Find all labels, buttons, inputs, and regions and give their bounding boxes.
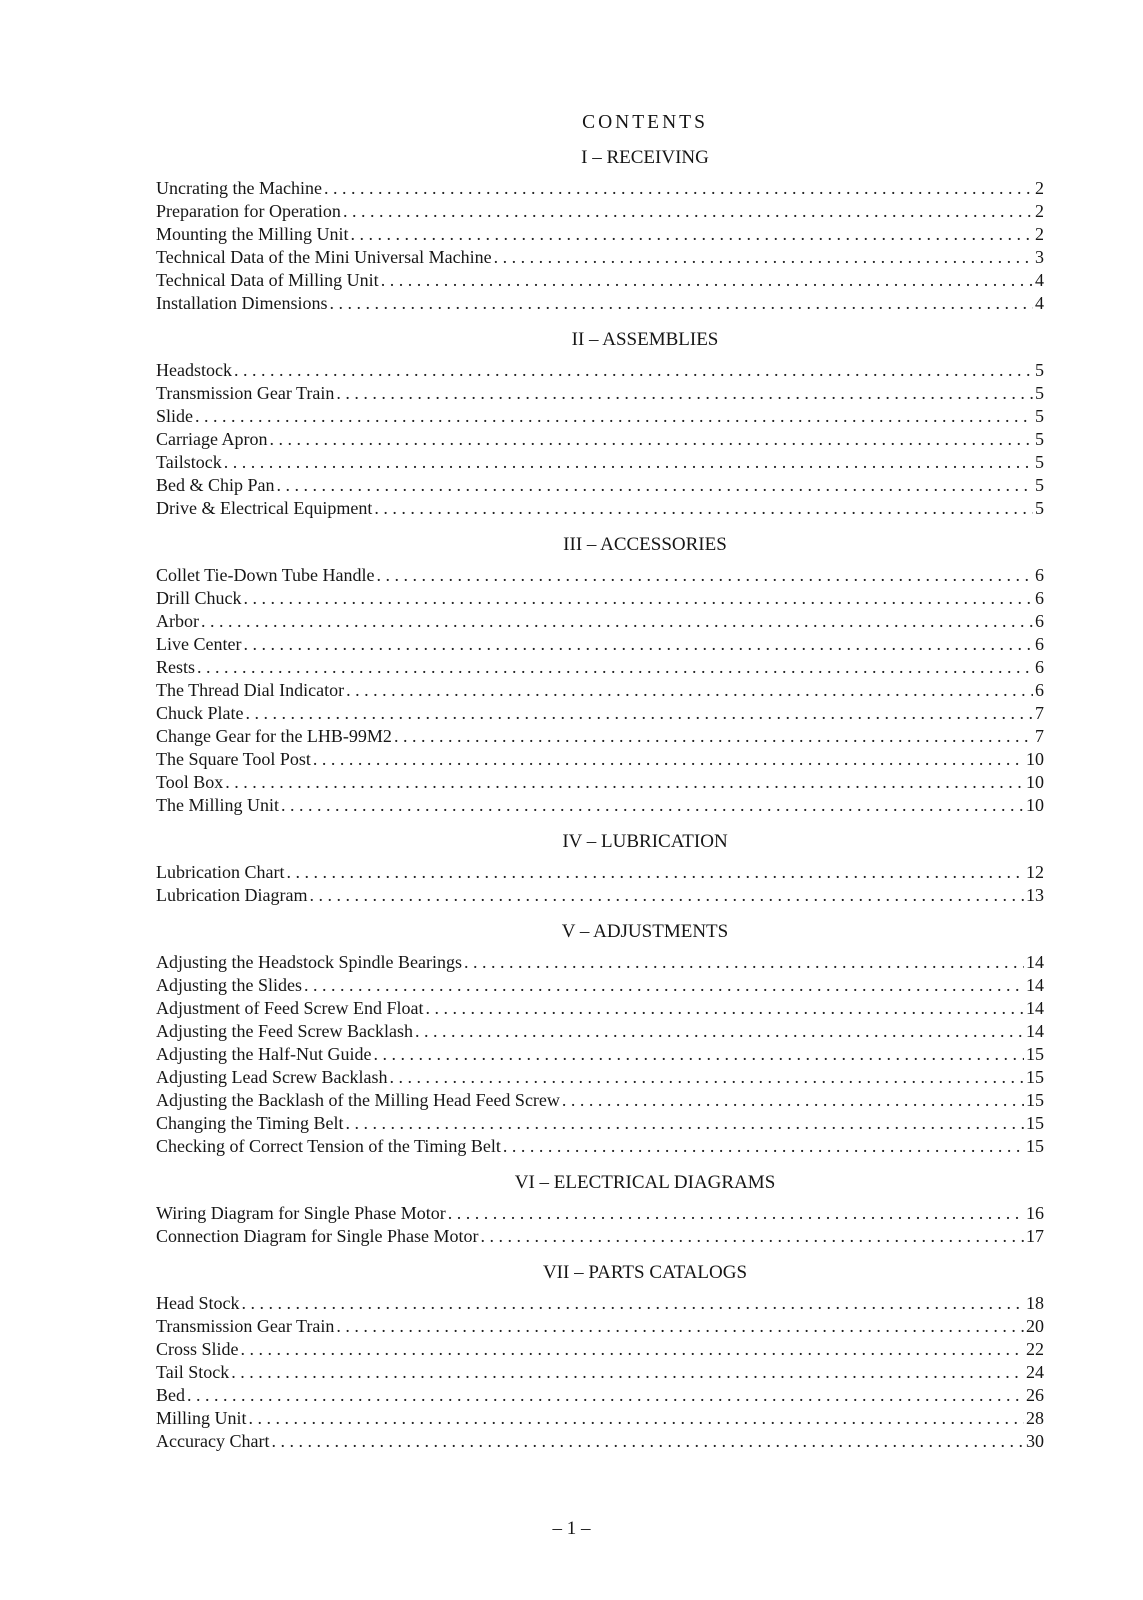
toc-entry-title: Transmission Gear Train (156, 383, 335, 403)
toc-entry (156, 1043, 1044, 1066)
toc-entry-title: Headstock (156, 360, 232, 380)
dot-leader (269, 428, 1033, 451)
toc-entry (156, 1066, 1044, 1089)
toc-entry (156, 951, 1044, 974)
section-heading: VII – PARTS CATALOGS (542, 1262, 748, 1283)
toc-entry-page: 6 (1035, 588, 1044, 608)
toc-entry-title: Adjusting Lead Screw Backlash (156, 1067, 388, 1087)
toc-entry-title: Cross Slide (156, 1339, 239, 1359)
toc-entry-page: 2 (1035, 224, 1044, 244)
toc-entry-title: Tailstock (156, 452, 222, 472)
toc-entry (156, 679, 1044, 702)
toc-entry-page: 14 (1026, 998, 1044, 1018)
toc-entry (156, 497, 1044, 520)
toc-entry (156, 564, 1044, 587)
toc-entry (156, 861, 1044, 884)
toc-entry-page: 5 (1035, 360, 1044, 380)
toc-entry-title: Tail Stock (156, 1362, 230, 1382)
toc-entry-page: 15 (1026, 1113, 1044, 1133)
toc-entry-page: 13 (1026, 885, 1044, 905)
toc-entry-title: Checking of Correct Tension of the Timing Belt (156, 1136, 501, 1156)
dot-leader (324, 177, 1033, 200)
dot-leader (224, 451, 1033, 474)
dot-leader (374, 497, 1033, 520)
toc-entry-page: 7 (1035, 703, 1044, 723)
toc-entry-page: 15 (1026, 1136, 1044, 1156)
toc-entry-page: 2 (1035, 201, 1044, 221)
toc-entry-title: The Milling Unit (156, 795, 279, 815)
toc-entry-title: Slide (156, 406, 194, 426)
toc-entry-title: Technical Data of Milling Unit (156, 270, 379, 290)
toc-entry-title: Rests (156, 657, 196, 677)
toc-entry-title: Drill Chuck (156, 588, 242, 608)
table-of-contents (156, 106, 1044, 1459)
toc-entry (156, 1135, 1044, 1158)
section-heading: II – ASSEMBLIES (571, 329, 719, 350)
toc-entry-title: Changing the Timing Belt (156, 1113, 344, 1133)
dot-leader (225, 771, 1024, 794)
toc-entry (156, 1020, 1044, 1043)
toc-entry (156, 884, 1044, 907)
toc-entry (156, 382, 1044, 405)
toc-entry-title: Accuracy Chart (156, 1431, 270, 1451)
toc-entry-title: Head Stock (156, 1293, 240, 1313)
toc-entry (156, 474, 1044, 497)
toc-entry-title: Bed (156, 1385, 185, 1405)
toc-section (156, 823, 1044, 907)
toc-entry-page: 6 (1035, 611, 1044, 631)
toc-entry-title: Live Center (156, 634, 242, 654)
toc-entry (156, 1202, 1044, 1225)
toc-entry-page: 30 (1026, 1431, 1044, 1451)
dot-leader (241, 1292, 1024, 1315)
toc-entry-title: The Thread Dial Indicator (156, 680, 345, 700)
toc-entry-title: Adjusting the Half-Nut Guide (156, 1044, 372, 1064)
dot-leader (309, 884, 1024, 907)
dot-leader (313, 748, 1024, 771)
toc-entry-title: Adjustment of Feed Screw End Float (156, 998, 424, 1018)
toc-entry-page: 4 (1035, 270, 1044, 290)
toc-entry-page: 5 (1035, 406, 1044, 426)
toc-entry (156, 1361, 1044, 1384)
toc-entry-title: Uncrating the Machine (156, 178, 322, 198)
dot-leader (244, 587, 1034, 610)
toc-section (156, 526, 1044, 817)
toc-entry-page: 15 (1026, 1090, 1044, 1110)
dot-leader (243, 633, 1033, 656)
toc-entry-title: Change Gear for the LHB-99M2 (156, 726, 392, 746)
toc-entry-title: Installation Dimensions (156, 293, 328, 313)
section-heading: I – RECEIVING (581, 147, 709, 168)
toc-entry-title: Collet Tie-Down Tube Handle (156, 565, 375, 585)
toc-entry (156, 997, 1044, 1020)
toc-entry (156, 1225, 1044, 1248)
toc-entry-page: 20 (1026, 1316, 1044, 1336)
toc-entry-list (156, 1292, 1044, 1453)
toc-entry (156, 359, 1044, 382)
dot-leader (197, 656, 1033, 679)
toc-entry-page: 6 (1035, 565, 1044, 585)
toc-entry-title: Drive & Electrical Equipment (156, 498, 373, 518)
toc-section (156, 1164, 1044, 1248)
toc-entry (156, 656, 1044, 679)
toc-entry-page: 5 (1035, 383, 1044, 403)
dot-leader (377, 564, 1033, 587)
toc-entry (156, 771, 1044, 794)
toc-entry-page: 6 (1035, 634, 1044, 654)
dot-leader (343, 200, 1033, 223)
toc-entry-page: 26 (1026, 1385, 1044, 1405)
toc-entry-title: Arbor (156, 611, 199, 631)
toc-entry-list (156, 861, 1044, 907)
dot-leader (394, 725, 1033, 748)
toc-entry-page: 6 (1035, 657, 1044, 677)
toc-entry-page: 10 (1026, 749, 1044, 769)
toc-entry-page: 17 (1026, 1226, 1044, 1246)
toc-entry-title: Milling Unit (156, 1408, 247, 1428)
toc-entry-page: 16 (1026, 1203, 1044, 1223)
toc-entry (156, 633, 1044, 656)
dot-leader (246, 702, 1034, 725)
toc-entry-title: Technical Data of the Mini Universal Machine (156, 247, 492, 267)
toc-entry (156, 405, 1044, 428)
toc-entry-list (156, 564, 1044, 817)
toc-entry (156, 587, 1044, 610)
toc-entry (156, 974, 1044, 997)
dot-leader (271, 1430, 1024, 1453)
dot-leader (231, 1361, 1024, 1384)
toc-entry-page: 5 (1035, 498, 1044, 518)
dot-leader (562, 1089, 1024, 1112)
toc-entry (156, 292, 1044, 315)
toc-entry-page: 12 (1026, 862, 1044, 882)
page-title: CONTENTS (582, 112, 708, 133)
toc-entry-page: 15 (1026, 1044, 1044, 1064)
dot-leader (503, 1135, 1024, 1158)
toc-entry (156, 451, 1044, 474)
toc-entry (156, 1338, 1044, 1361)
toc-entry-title: Wiring Diagram for Single Phase Motor (156, 1203, 446, 1223)
toc-entry-title: Adjusting the Backlash of the Milling Head Feed Screw (156, 1090, 560, 1110)
toc-entry-list (156, 177, 1044, 315)
dot-leader (241, 1338, 1024, 1361)
toc-entry-page: 10 (1026, 795, 1044, 815)
toc-entry-title: Connection Diagram for Single Phase Motor (156, 1226, 479, 1246)
toc-entry-title: Tool Box (156, 772, 224, 792)
toc-entry (156, 1430, 1044, 1453)
dot-leader (281, 794, 1024, 817)
toc-entry-page: 3 (1035, 247, 1044, 267)
dot-leader (464, 951, 1024, 974)
toc-entry (156, 1292, 1044, 1315)
toc-entry-title: Adjusting the Headstock Spindle Bearings (156, 952, 462, 972)
toc-section (156, 1254, 1044, 1453)
toc-entry-page: 22 (1026, 1339, 1044, 1359)
dot-leader (277, 474, 1033, 497)
dot-leader (381, 269, 1033, 292)
toc-entry-page: 24 (1026, 1362, 1044, 1382)
dot-leader (286, 861, 1024, 884)
toc-entry (156, 1315, 1044, 1338)
toc-entry-title: The Square Tool Post (156, 749, 311, 769)
toc-entry-page: 7 (1035, 726, 1044, 746)
toc-section (156, 139, 1044, 315)
dot-leader (195, 405, 1033, 428)
toc-entry-page: 10 (1026, 772, 1044, 792)
toc-entry-title: Carriage Apron (156, 429, 268, 449)
toc-entry (156, 702, 1044, 725)
toc-entry (156, 794, 1044, 817)
toc-entry-page: 5 (1035, 475, 1044, 495)
toc-entry (156, 200, 1044, 223)
page-number: – 1 – (552, 1518, 591, 1539)
dot-leader (448, 1202, 1024, 1225)
dot-leader (187, 1384, 1024, 1407)
toc-entry (156, 748, 1044, 771)
toc-entry (156, 610, 1044, 633)
toc-entry-title: Transmission Gear Train (156, 1316, 335, 1336)
dot-leader (494, 246, 1033, 269)
toc-sections (156, 139, 1044, 1453)
toc-entry (156, 1407, 1044, 1430)
section-heading: V – ADJUSTMENTS (561, 921, 729, 942)
dot-leader (201, 610, 1033, 633)
toc-entry-title: Adjusting the Feed Screw Backlash (156, 1021, 413, 1041)
section-heading: VI – ELECTRICAL DIAGRAMS (514, 1172, 776, 1193)
toc-entry-page: 14 (1026, 952, 1044, 972)
toc-entry-title: Bed & Chip Pan (156, 475, 275, 495)
dot-leader (351, 223, 1033, 246)
toc-entry-page: 28 (1026, 1408, 1044, 1428)
toc-entry-page: 14 (1026, 1021, 1044, 1041)
toc-entry-list (156, 1202, 1044, 1248)
dot-leader (425, 997, 1024, 1020)
toc-entry (156, 1112, 1044, 1135)
toc-entry (156, 725, 1044, 748)
toc-entry-title: Lubrication Diagram (156, 885, 308, 905)
toc-entry-page: 15 (1026, 1067, 1044, 1087)
toc-entry (156, 223, 1044, 246)
dot-leader (373, 1043, 1024, 1066)
dot-leader (336, 382, 1033, 405)
dot-leader (480, 1225, 1024, 1248)
dot-leader (389, 1066, 1024, 1089)
section-heading: III – ACCESSORIES (563, 534, 727, 555)
toc-entry-page: 2 (1035, 178, 1044, 198)
toc-entry (156, 269, 1044, 292)
dot-leader (234, 359, 1033, 382)
toc-entry-title: Chuck Plate (156, 703, 244, 723)
section-heading: IV – LUBRICATION (562, 831, 728, 852)
toc-entry-title: Lubrication Chart (156, 862, 285, 882)
dot-leader (346, 1112, 1024, 1135)
toc-entry-page: 4 (1035, 293, 1044, 313)
toc-entry-page: 14 (1026, 975, 1044, 995)
dot-leader (346, 679, 1033, 702)
toc-entry-title: Mounting the Milling Unit (156, 224, 349, 244)
toc-section (156, 913, 1044, 1158)
toc-entry-page: 5 (1035, 452, 1044, 472)
toc-entry-page: 5 (1035, 429, 1044, 449)
toc-entry (156, 1089, 1044, 1112)
toc-entry (156, 246, 1044, 269)
toc-section (156, 321, 1044, 520)
dot-leader (415, 1020, 1024, 1043)
toc-entry-list (156, 359, 1044, 520)
toc-entry-title: Preparation for Operation (156, 201, 341, 221)
dot-leader (329, 292, 1033, 315)
toc-entry (156, 177, 1044, 200)
toc-entry (156, 1384, 1044, 1407)
toc-entry-list (156, 951, 1044, 1158)
dot-leader (249, 1407, 1024, 1430)
toc-entry-title: Adjusting the Slides (156, 975, 303, 995)
dot-leader (304, 974, 1024, 997)
dot-leader (336, 1315, 1024, 1338)
toc-entry (156, 428, 1044, 451)
toc-entry-page: 6 (1035, 680, 1044, 700)
toc-entry-page: 18 (1026, 1293, 1044, 1313)
